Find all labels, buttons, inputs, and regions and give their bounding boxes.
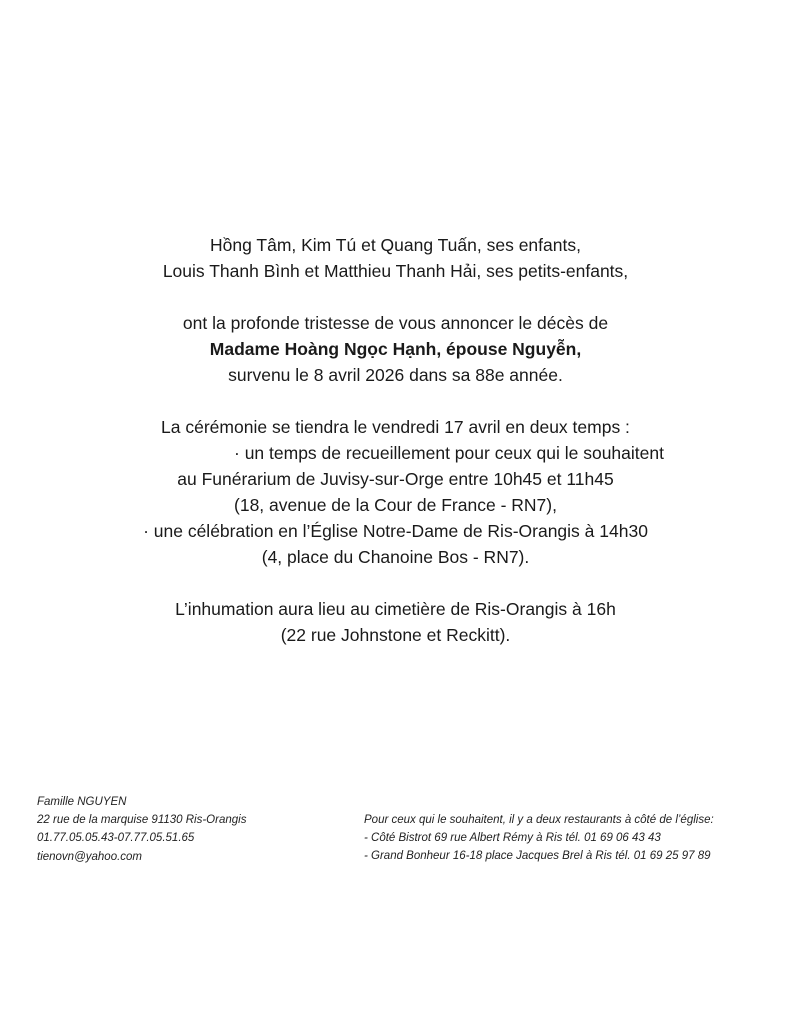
- spacer: [0, 570, 791, 596]
- ceremony-item1-line3: (18, avenue de la Cour de France - RN7),: [234, 495, 557, 515]
- restaurant-item-2: - Grand Bonheur 16-18 place Jacques Brel à Ris tél. 01 69 25 97 89: [364, 850, 711, 863]
- announcement-intro: ont la profonde tristesse de vous annoncer le décès de: [182, 313, 609, 333]
- spacer: [0, 388, 791, 414]
- deceased-name: Madame Hoàng Ngọc Hạnh, épouse Nguyễn,: [209, 339, 582, 359]
- family-grandchildren-line: Louis Thanh Bình et Matthieu Thanh Hải, ses petits-enfants,: [162, 261, 629, 281]
- contact-name: Famille NGUYEN: [37, 796, 127, 808]
- family-children-line: Hồng Tâm, Kim Tú et Quang Tuấn, ses enfants,: [210, 235, 581, 255]
- ceremony-item2-line1: · une célébration en l’Église Notre-Dame de Ris-Orangis à 14h30: [143, 521, 648, 541]
- restaurants-block: [364, 811, 714, 866]
- announcement-body: [0, 232, 791, 648]
- restaurant-item-1: - Côté Bistrot 69 rue Albert Rémy à Ris tél. 01 69 06 43 43: [364, 832, 661, 845]
- ceremony-item2-line2: (4, place du Chanoine Bos - RN7).: [261, 547, 530, 567]
- contact-phones: 01.77.05.05.43-07.77.05.51.65: [37, 832, 195, 845]
- ceremony-item1-line1: · un temps de recueillement pour ceux qui le souhaitent: [234, 443, 664, 463]
- death-info: survenu le 8 avril 2026 dans sa 88e année.: [228, 365, 563, 385]
- ceremony-item1-line2: au Funérarium de Juvisy-sur-Orge entre 10h45 et 11h45: [177, 469, 614, 489]
- contact-block: [37, 793, 246, 866]
- restaurants-intro: Pour ceux qui le souhaitent, il y a deux restaurants à côté de l’église:: [364, 814, 714, 826]
- spacer: [0, 284, 791, 310]
- contact-email: tienovn@yahoo.com: [37, 850, 143, 863]
- burial-line1: L’inhumation aura lieu au cimetière de Ris-Orangis à 16h: [175, 599, 616, 619]
- ceremony-intro: La cérémonie se tiendra le vendredi 17 avril en deux temps :: [161, 417, 630, 437]
- contact-address: 22 rue de la marquise 91130 Ris-Orangis: [37, 814, 247, 827]
- burial-line2: (22 rue Johnstone et Reckitt).: [280, 625, 511, 645]
